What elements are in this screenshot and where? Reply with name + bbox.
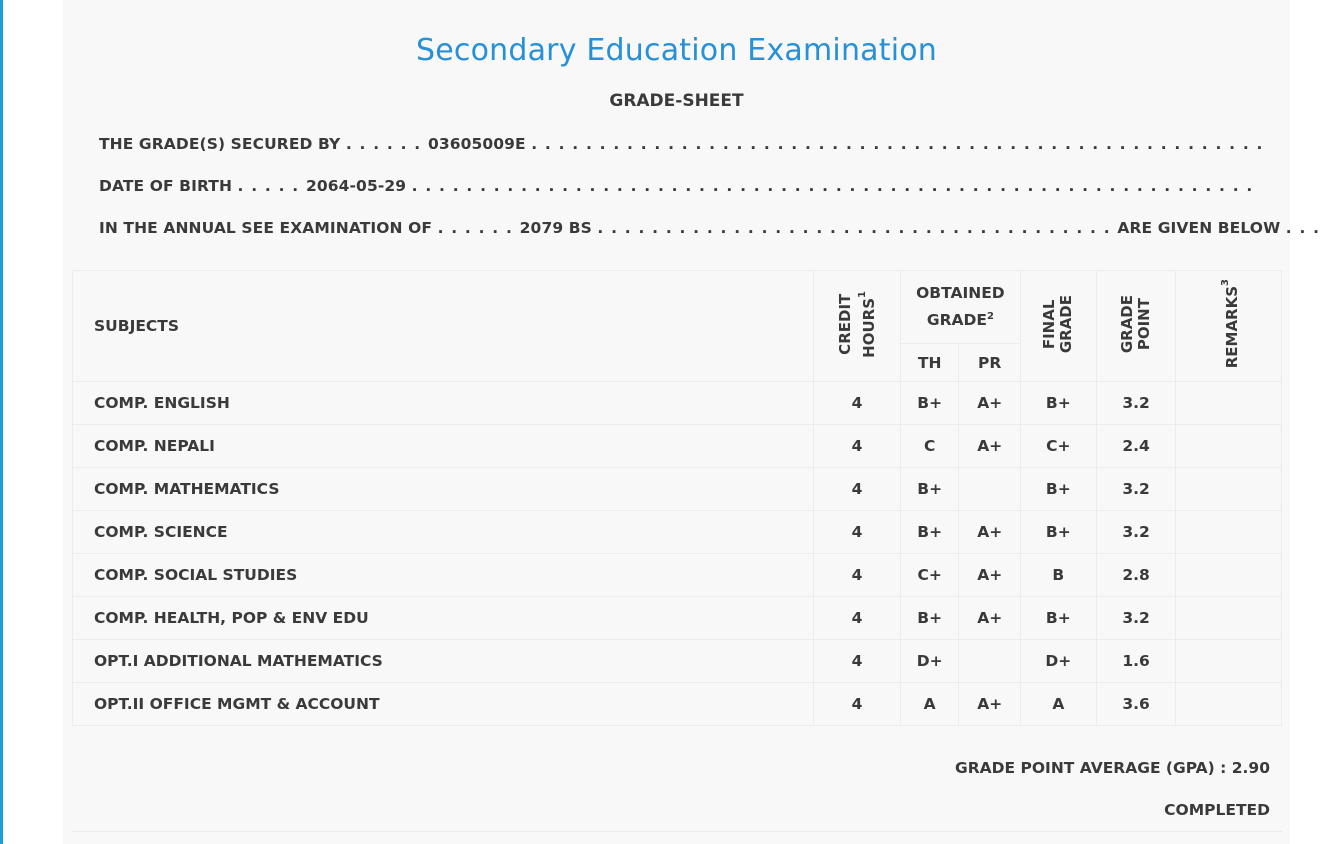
secured-by-label: THE GRADE(S) SECURED BY [99,135,341,153]
subject-cell: COMP. SCIENCE [73,511,814,554]
final-grade-cell: B+ [1020,382,1096,425]
dots: . . . . . . [345,135,428,153]
dots: . . . . . . . . . . . . . . . . . . . . . . . . . . . . . . . . . . . . . . [597,219,1118,237]
header-th: TH [900,344,959,382]
remarks-cell [1176,597,1282,640]
practical-grade-cell: A+ [959,511,1021,554]
credit-hours-cell: 4 [814,640,901,683]
grade-point-cell: 3.2 [1096,382,1176,425]
theory-grade-cell: B+ [900,597,959,640]
final-grade-cell: A [1020,683,1096,726]
final-grade-cell: D+ [1020,640,1096,683]
table-row [73,511,1282,554]
theory-grade-cell: B+ [900,511,959,554]
credit-hours-cell: 4 [814,554,901,597]
subject-cell: COMP. NEPALI [73,425,814,468]
remarks-cell [1176,554,1282,597]
subject-cell: COMP. MATHEMATICS [73,468,814,511]
grade-point-cell: 3.2 [1096,597,1176,640]
header-credit-hours: CREDIT HOURS$^1$ [814,271,901,382]
grade-point-cell: 1.6 [1096,640,1176,683]
subject-cell: COMP. SOCIAL STUDIES [73,554,814,597]
subject-cell: COMP. HEALTH, POP & ENV EDU [73,597,814,640]
final-grade-cell: C+ [1020,425,1096,468]
credit-hours-cell: 4 [814,511,901,554]
remarks-cell [1176,683,1282,726]
final-grade-cell: B [1020,554,1096,597]
grade-point-cell: 2.4 [1096,425,1176,468]
grades-table [72,270,1282,726]
left-accent-stripe [0,0,3,844]
grade-point-cell: 3.2 [1096,511,1176,554]
table-row [73,640,1282,683]
theory-grade-cell: D+ [900,640,959,683]
exam-value: 2079 BS [519,219,592,237]
theory-grade-cell: C [900,425,959,468]
practical-grade-cell: A+ [959,597,1021,640]
grade-point-cell: 3.2 [1096,468,1176,511]
practical-grade-cell: A+ [959,425,1021,468]
subject-cell: OPT.I ADDITIONAL MATHEMATICS [73,640,814,683]
grade-point-cell: 2.8 [1096,554,1176,597]
grade-rows [73,382,1282,726]
theory-grade-cell: A [900,683,959,726]
grade-point-cell: 3.6 [1096,683,1176,726]
divider [72,831,1282,832]
exam-label: IN THE ANNUAL SEE EXAMINATION OF [99,219,433,237]
credit-hours-cell: 4 [814,597,901,640]
gpa-summary: GRADE POINT AVERAGE (GPA) : 2.90 [955,759,1270,777]
practical-grade-cell: A+ [959,554,1021,597]
theory-grade-cell: C+ [900,554,959,597]
remarks-cell [1176,640,1282,683]
grade-sheet [63,0,1321,844]
header-final-grade: FINAL GRADE [1020,271,1096,382]
remarks-cell [1176,468,1282,511]
symbol-number: 03605009E [427,135,526,153]
header-grade-point: GRADE POINT [1096,271,1176,382]
header-obtained-grade: OBTAINED GRADE$^2$ [900,271,1020,344]
credit-hours-cell: 4 [814,382,901,425]
header-subjects: SUBJECTS [73,271,814,382]
dob-label: DATE OF BIRTH [99,177,233,195]
grade-sheet-heading: GRADE-SHEET [609,91,744,111]
dob-line [99,177,1254,195]
table-row [73,382,1282,425]
dots: . . . [1285,219,1321,237]
table-row [73,597,1282,640]
practical-grade-cell [959,640,1021,683]
dots: . . . . . [237,177,306,195]
final-grade-cell: B+ [1020,597,1096,640]
practical-grade-cell: A+ [959,683,1021,726]
dots: . . . . . . . . . . . . . . . . . . . . . . . . . . . . . . . . . . . . . . . . . . . . . . . . . . . . . . [531,135,1264,153]
credit-hours-cell: 4 [814,468,901,511]
table-row [73,425,1282,468]
header-remarks: REMARKS$^3$ [1176,271,1282,382]
subject-cell: OPT.II OFFICE MGMT & ACCOUNT [73,683,814,726]
page-title: Secondary Education Examination [415,33,938,68]
credit-hours-cell: 4 [814,683,901,726]
theory-grade-cell: B+ [900,382,959,425]
dob-value: 2064-05-29 [305,177,407,195]
status-text: COMPLETED [1164,801,1270,819]
remarks-cell [1176,382,1282,425]
final-grade-cell: B+ [1020,511,1096,554]
header-pr: PR [959,344,1021,382]
dots: . . . . . . [437,219,520,237]
remarks-cell [1176,425,1282,468]
table-row [73,468,1282,511]
exam-suffix: ARE GIVEN BELOW [1117,219,1281,237]
dots: . . . . . . . . . . . . . . . . . . . . . . . . . . . . . . . . . . . . . . . . . . . . . . . . . . . . . . . . . . . . . . [411,177,1254,195]
practical-grade-cell: A+ [959,382,1021,425]
table-header-row [73,271,1282,344]
table-row [73,683,1282,726]
table-row [73,554,1282,597]
practical-grade-cell [959,468,1021,511]
exam-line [99,219,1321,237]
final-grade-cell: B+ [1020,468,1096,511]
credit-hours-cell: 4 [814,425,901,468]
subject-cell: COMP. ENGLISH [73,382,814,425]
remarks-cell [1176,511,1282,554]
secured-by-line [99,135,1264,153]
theory-grade-cell: B+ [900,468,959,511]
